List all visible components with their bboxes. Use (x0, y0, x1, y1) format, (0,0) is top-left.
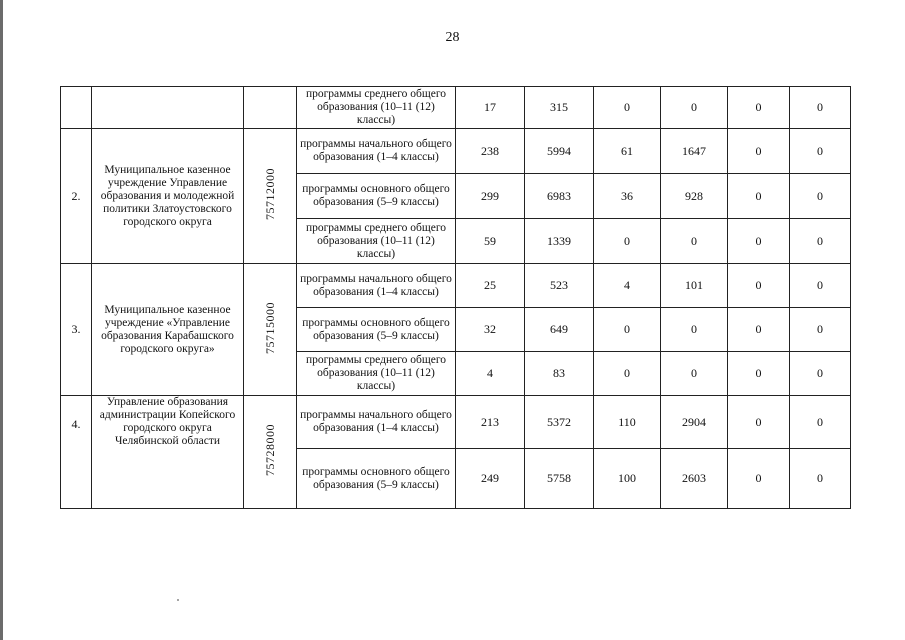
value-cell: 249 (456, 449, 525, 509)
value-cell: 0 (594, 219, 661, 264)
oktmo-code: 75728000 (262, 424, 277, 476)
value-cell: 17 (456, 87, 525, 129)
value-cell: 59 (456, 219, 525, 264)
value-cell: 4 (594, 264, 661, 308)
value-cell: 0 (728, 219, 790, 264)
value-cell: 928 (661, 174, 728, 219)
value-cell: 1647 (661, 129, 728, 174)
value-cell: 0 (790, 264, 851, 308)
scan-speck (177, 599, 179, 601)
program-name: программы начального общего образования (1–4 классы) (297, 129, 456, 174)
education-table (60, 86, 851, 509)
program-name: программы среднего общего образования (10–11 (12) классы) (297, 219, 456, 264)
value-cell: 0 (728, 396, 790, 449)
program-name: программы начального общего образования (1–4 классы) (297, 264, 456, 308)
oktmo-code: 75715000 (262, 301, 277, 354)
value-cell: 5994 (525, 129, 594, 174)
value-cell: 5758 (525, 449, 594, 509)
value-cell: 36 (594, 174, 661, 219)
table-row (61, 396, 851, 449)
value-cell: 5372 (525, 396, 594, 449)
row-number: 3. (61, 264, 92, 396)
value-cell: 0 (728, 174, 790, 219)
oktmo-code-cell (244, 87, 297, 129)
organization-name: Управление образования администрации Копейского городского округа Челябинской области (92, 396, 244, 509)
program-name: программы основного общего образования (5–9 классы) (297, 308, 456, 352)
value-cell: 1339 (525, 219, 594, 264)
value-cell: 523 (525, 264, 594, 308)
value-cell: 0 (728, 129, 790, 174)
value-cell: 6983 (525, 174, 594, 219)
row-number (61, 87, 92, 129)
value-cell: 4 (456, 352, 525, 396)
program-name: программы начального общего образования (1–4 классы) (297, 396, 456, 449)
page-edge (0, 0, 3, 640)
value-cell: 0 (661, 308, 728, 352)
value-cell: 0 (728, 449, 790, 509)
value-cell: 213 (456, 396, 525, 449)
value-cell: 315 (525, 87, 594, 129)
value-cell: 0 (728, 264, 790, 308)
value-cell: 0 (790, 308, 851, 352)
table-row (61, 129, 851, 174)
row-number: 2. (61, 129, 92, 264)
value-cell: 25 (456, 264, 525, 308)
value-cell: 0 (790, 219, 851, 264)
organization-name (92, 87, 244, 129)
value-cell: 0 (594, 352, 661, 396)
table-row (61, 87, 851, 129)
value-cell: 299 (456, 174, 525, 219)
value-cell: 0 (728, 87, 790, 129)
row-number: 4. (61, 396, 92, 509)
value-cell: 0 (790, 174, 851, 219)
organization-name: Муниципальное казенное учреждение «Управление образования Карабашского городского округа» (92, 264, 244, 396)
oktmo-code: 75712000 (262, 168, 277, 220)
value-cell: 110 (594, 396, 661, 449)
oktmo-code-cell (244, 264, 297, 396)
value-cell: 649 (525, 308, 594, 352)
value-cell: 0 (790, 449, 851, 509)
value-cell: 101 (661, 264, 728, 308)
value-cell: 0 (790, 396, 851, 449)
program-name: программы среднего общего образования (10–11 (12) классы) (297, 87, 456, 129)
value-cell: 0 (790, 129, 851, 174)
page-number: 28 (445, 30, 460, 45)
table-row (61, 264, 851, 308)
organization-name: Муниципальное казенное учреждение Управление образования и молодежной политики Златоустовского городского округа (92, 129, 244, 264)
value-cell: 0 (661, 352, 728, 396)
value-cell: 0 (661, 219, 728, 264)
value-cell: 2603 (661, 449, 728, 509)
program-name: программы основного общего образования (5–9 классы) (297, 174, 456, 219)
value-cell: 2904 (661, 396, 728, 449)
value-cell: 0 (790, 352, 851, 396)
value-cell: 100 (594, 449, 661, 509)
value-cell: 0 (594, 308, 661, 352)
value-cell: 0 (728, 308, 790, 352)
value-cell: 61 (594, 129, 661, 174)
value-cell: 0 (594, 87, 661, 129)
oktmo-code-cell (244, 129, 297, 264)
value-cell: 0 (790, 87, 851, 129)
program-name: программы среднего общего образования (10–11 (12) классы) (297, 352, 456, 396)
value-cell: 0 (728, 352, 790, 396)
oktmo-code-cell (244, 396, 297, 509)
value-cell: 83 (525, 352, 594, 396)
value-cell: 238 (456, 129, 525, 174)
program-name: программы основного общего образования (5–9 классы) (297, 449, 456, 509)
value-cell: 0 (661, 87, 728, 129)
value-cell: 32 (456, 308, 525, 352)
